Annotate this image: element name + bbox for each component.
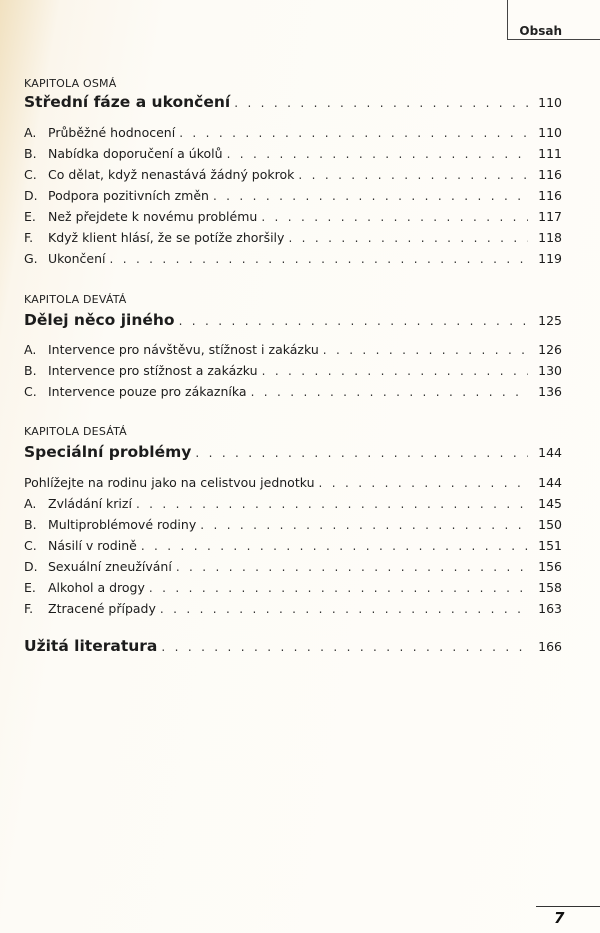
page-ref: 110 [538, 125, 562, 140]
page-ref: 118 [538, 230, 562, 245]
page-ref: 145 [538, 496, 562, 511]
bibliography-title: Užitá literatura [24, 637, 158, 655]
toc-entry[interactable] [24, 251, 562, 271]
page-ref: 150 [538, 517, 562, 532]
page-ref: 144 [538, 445, 562, 460]
entry-title: Multiproblémové rodiny [48, 517, 197, 532]
toc-entry[interactable] [24, 342, 562, 362]
entry-title: Násilí v rodině [48, 538, 137, 553]
dot-leader [298, 168, 528, 182]
chapter-title: Střední fáze a ukončení [24, 93, 231, 111]
entry-label: E. [24, 209, 36, 224]
page-ref: 117 [538, 209, 562, 224]
dot-leader [227, 147, 528, 161]
dot-leader [195, 446, 528, 460]
dot-leader [141, 539, 528, 553]
page-ref: 111 [538, 146, 562, 161]
chapter-title: Speciální problémy [24, 443, 192, 461]
entry-label: B. [24, 363, 37, 378]
page-ref: 151 [538, 538, 562, 553]
dot-leader [251, 385, 528, 399]
toc-entry[interactable] [24, 363, 562, 383]
dot-leader [136, 497, 528, 511]
page-ref: 110 [538, 95, 562, 110]
chapter-title: Dělej něco jiného [24, 311, 175, 329]
dot-leader [288, 231, 528, 245]
chapter-9-heading[interactable] [24, 311, 562, 335]
entry-title: Intervence pro stížnost a zakázku [48, 363, 258, 378]
entry-label: E. [24, 580, 36, 595]
chapter-10-heading[interactable] [24, 443, 562, 467]
dot-leader [161, 640, 528, 654]
entry-title: Průběžné hodnocení [48, 125, 176, 140]
entry-title: Když klient hlásí, že se potíže zhoršily [48, 230, 285, 245]
page-ref: 125 [538, 313, 562, 328]
page-ref: 166 [538, 639, 562, 654]
dot-leader [261, 210, 528, 224]
page-ref: 136 [538, 384, 562, 399]
page-ref: 126 [538, 342, 562, 357]
entry-label: C. [24, 538, 37, 553]
running-header: Obsah [519, 24, 562, 38]
dot-leader [262, 364, 528, 378]
entry-label: B. [24, 146, 37, 161]
entry-title: Podpora pozitivních změn [48, 188, 209, 203]
page-number: 7 [554, 909, 565, 927]
toc-entry[interactable] [24, 167, 562, 187]
page-ref: 144 [538, 475, 562, 490]
toc-entry[interactable] [24, 384, 562, 404]
entry-title: Pohlížejte na rodinu jako na celistvou jednotku [24, 475, 315, 490]
entry-title: Intervence pouze pro zákazníka [48, 384, 247, 399]
entry-title: Ztracené případy [48, 601, 156, 616]
bibliography-heading[interactable] [24, 637, 562, 661]
entry-label: A. [24, 342, 37, 357]
page-ref: 116 [538, 167, 562, 182]
toc-entry[interactable] [24, 580, 562, 600]
toc-entry[interactable] [24, 538, 562, 558]
dot-leader [200, 518, 528, 532]
toc-entry[interactable] [24, 601, 562, 621]
entry-label: G. [24, 251, 38, 266]
dot-leader [109, 252, 528, 266]
entry-title: Zvládání krizí [48, 496, 132, 511]
dot-leader [179, 126, 528, 140]
entry-title: Intervence pro návštěvu, stížnost i zakázku [48, 342, 319, 357]
page-ref: 116 [538, 188, 562, 203]
chapter-10-label: KAPITOLA DESÁTÁ [24, 425, 127, 438]
entry-title: Alkohol a drogy [48, 580, 145, 595]
dot-leader [176, 560, 528, 574]
page-ref: 156 [538, 559, 562, 574]
dot-leader [179, 314, 528, 328]
dot-leader [160, 602, 528, 616]
entry-label: C. [24, 384, 37, 399]
page-ref: 119 [538, 251, 562, 266]
chapter-8-label: KAPITOLA OSMÁ [24, 77, 117, 90]
page-ref: 163 [538, 601, 562, 616]
toc-entry[interactable] [24, 125, 562, 145]
entry-title: Ukončení [48, 251, 106, 266]
entry-label: C. [24, 167, 37, 182]
chapter-9-label: KAPITOLA DEVÁTÁ [24, 293, 127, 306]
toc-entry[interactable] [24, 209, 562, 229]
toc-entry[interactable] [24, 230, 562, 250]
entry-label: D. [24, 188, 38, 203]
dot-leader [234, 96, 528, 110]
dot-leader [319, 476, 528, 490]
entry-title: Co dělat, když nenastává žádný pokrok [48, 167, 295, 182]
page-ref: 130 [538, 363, 562, 378]
entry-label: F. [24, 230, 34, 245]
dot-leader [149, 581, 528, 595]
entry-title: Sexuální zneužívání [48, 559, 172, 574]
entry-title: Nabídka doporučení a úkolů [48, 146, 223, 161]
dot-leader [323, 343, 528, 357]
chapter-8-heading[interactable] [24, 93, 562, 117]
toc-entry[interactable] [24, 517, 562, 537]
toc-entry[interactable] [24, 188, 562, 208]
toc-entry[interactable] [24, 559, 562, 579]
toc-entry[interactable] [24, 146, 562, 166]
footer-rule [536, 906, 600, 907]
toc-entry[interactable] [24, 496, 562, 516]
toc-entry[interactable] [24, 475, 562, 495]
dot-leader [213, 189, 528, 203]
entry-title: Než přejdete k novému problému [48, 209, 258, 224]
page-ref: 158 [538, 580, 562, 595]
entry-label: A. [24, 125, 37, 140]
entry-label: F. [24, 601, 34, 616]
entry-label: D. [24, 559, 38, 574]
entry-label: A. [24, 496, 37, 511]
entry-label: B. [24, 517, 37, 532]
